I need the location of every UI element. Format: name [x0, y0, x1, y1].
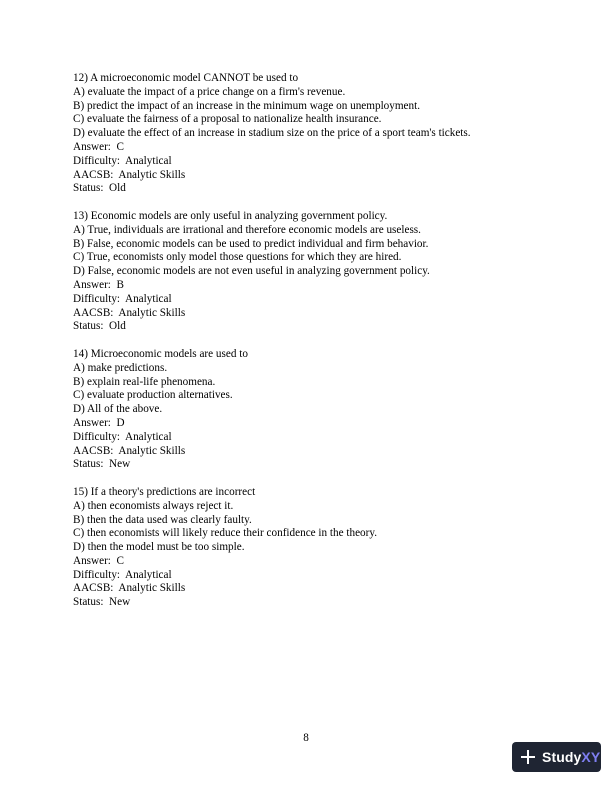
aacsb: AACSB: Analytic Skills	[73, 582, 186, 595]
badge-brand-study: Study	[542, 749, 582, 765]
question-stem: 12) A microeconomic model CANNOT be used to	[73, 72, 299, 84]
difficulty: Difficulty: Analytical	[73, 154, 172, 167]
aacsb: AACSB: Analytic Skills	[73, 306, 186, 319]
option-b: B) False, economic models can be used to predict individual and firm behavior.	[73, 237, 429, 250]
option-d: D) False, economic models are not even useful in analyzing government policy.	[73, 265, 430, 278]
page-number: 8	[303, 732, 309, 744]
difficulty: Difficulty: Analytical	[73, 430, 172, 443]
aacsb: AACSB: Analytic Skills	[73, 168, 186, 181]
answer: Answer: B	[73, 278, 124, 291]
question-stem: 14) Microeconomic models are used to	[73, 347, 248, 360]
option-c: C) then economists will likely reduce their confidence in the theory.	[73, 527, 378, 540]
option-c: C) evaluate production alternatives.	[73, 389, 233, 402]
option-a: A) make predictions.	[73, 361, 168, 374]
option-a: A) then economists always reject it.	[73, 499, 234, 512]
plus-icon	[520, 749, 536, 765]
option-d: D) All of the above.	[73, 403, 163, 416]
option-c: C) evaluate the fairness of a proposal to nationalize health insurance.	[73, 113, 382, 126]
status: Status: New	[73, 596, 131, 609]
status: Status: New	[73, 458, 131, 471]
aacsb: AACSB: Analytic Skills	[73, 444, 186, 457]
badge-brand	[542, 750, 600, 764]
option-d: D) evaluate the effect of an increase in stadium size on the price of a sport team's tickets.	[73, 127, 471, 140]
status: Status: Old	[73, 182, 126, 195]
badge-brand-xy: XY	[581, 749, 601, 765]
option-b: B) explain real-life phenomena.	[73, 375, 216, 388]
question-15	[73, 486, 543, 610]
option-d: D) then the model must be too simple.	[73, 541, 245, 554]
question-stem: 13) Economic models are only useful in analyzing government policy.	[73, 209, 388, 222]
answer: Answer: C	[73, 140, 124, 153]
question-stem: 15) If a theory's predictions are incorrect	[73, 485, 256, 498]
answer: Answer: D	[73, 416, 125, 429]
difficulty: Difficulty: Analytical	[73, 292, 172, 305]
option-b: B) predict the impact of an increase in the minimum wage on unemployment.	[73, 99, 421, 112]
question-14	[73, 348, 543, 472]
option-b: B) then the data used was clearly faulty.	[73, 513, 252, 526]
question-13	[73, 210, 543, 334]
option-a: A) evaluate the impact of a price change on a firm's revenue.	[73, 85, 346, 98]
option-a: A) True, individuals are irrational and therefore economic models are useless.	[73, 223, 421, 236]
question-12	[73, 72, 543, 196]
answer: Answer: C	[73, 554, 124, 567]
option-c: C) True, economists only model those questions for which they are hired.	[73, 251, 402, 264]
question-list	[73, 72, 543, 624]
difficulty: Difficulty: Analytical	[73, 568, 172, 581]
studyxy-badge[interactable]	[512, 742, 601, 772]
status: Status: Old	[73, 320, 126, 333]
